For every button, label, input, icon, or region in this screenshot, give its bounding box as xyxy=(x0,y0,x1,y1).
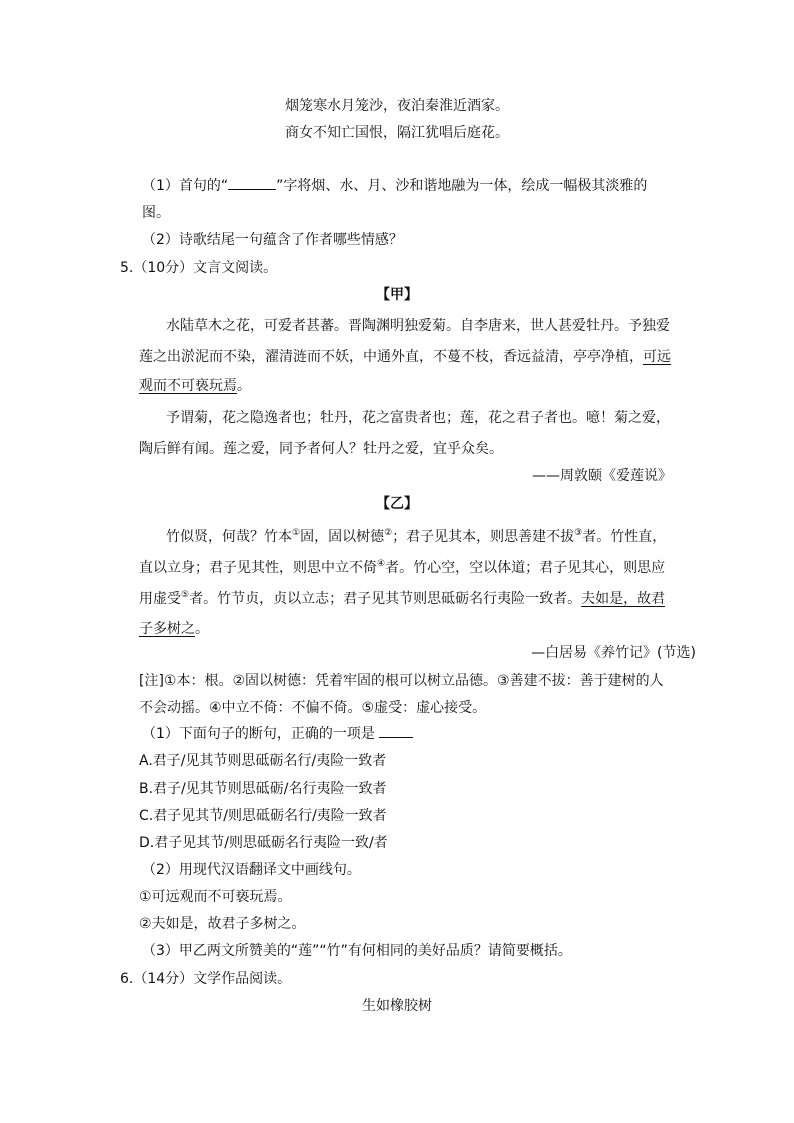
note-marker-4: ④ xyxy=(377,559,386,569)
yi-line-2 xyxy=(139,558,665,578)
period: 。 xyxy=(195,621,209,637)
annotation-line-2: 不会动摇。④中立不倚：不偏不倚。⑤虚受：虚心接受。 xyxy=(139,700,487,716)
q4-sub1-line-1 xyxy=(142,176,647,196)
yi-title: 【乙】 xyxy=(376,496,418,512)
yi-l1-b: 固，固以树德 xyxy=(300,529,385,545)
yi-line-3 xyxy=(139,589,665,609)
q4-sub1-prefix: （1）首句的“ xyxy=(142,178,229,194)
q5-sub2: （2）用现代汉语翻译文中画线句。 xyxy=(142,862,361,878)
poem-line-1: 烟笼寒水月笼沙，夜泊秦淮近酒家。 xyxy=(285,98,509,114)
option-c: C.君子见其节/则思砥砺名行/夷险一致者 xyxy=(139,808,387,824)
translate-item-1: ①可远观而不可亵玩焉。 xyxy=(139,889,292,905)
yi-l3-a: 用虚受 xyxy=(139,591,181,607)
q4-sub1-suffix: ”字将烟、水、月、沙和谐地融为一体，绘成一幅极其淡雅的 xyxy=(276,178,648,194)
jia-title: 【甲】 xyxy=(376,287,418,303)
q5-sub3: （3）甲乙两文所赞美的“莲”“竹”有何相同的美好品质？请简要概括。 xyxy=(142,943,572,959)
yi-l1-c: ；君子见其本，则思善建不拔 xyxy=(392,529,575,545)
answer-blank xyxy=(379,725,413,738)
poem-line-2: 商女不知亡国恨，隔江犹唱后庭花。 xyxy=(285,125,509,141)
underlined-sentence-part-2: 观而不可亵玩焉 xyxy=(139,378,237,394)
jia-p1-line-2-text: 莲之出淤泥而不染，濯清涟而不妖，中通外直，不蔓不枝，香远益清，亭亭净植， xyxy=(139,349,643,365)
yi-l2-a: 直以立身；君子见其性，则思中立不倚 xyxy=(139,560,377,576)
option-a: A.君子/见其节则思砥砺名行/夷险一致者 xyxy=(139,753,387,769)
q6-header: 6.（14分）文学作品阅读。 xyxy=(120,971,292,987)
yi-l3-b: 者。竹节贞，贞以立志；君子见其节则思砥砺名行夷险一致者。 xyxy=(189,591,582,607)
translate-item-2: ②夫如是，故君子多树之。 xyxy=(139,916,306,932)
answer-blank xyxy=(228,177,276,190)
jia-p1-line-2 xyxy=(139,347,671,367)
yi-line-4 xyxy=(139,619,209,639)
q4-sub1-line-2: 图。 xyxy=(142,205,170,221)
yi-line-1 xyxy=(166,527,666,547)
note-marker-1: ① xyxy=(292,528,301,538)
note-marker-2: ② xyxy=(384,528,393,538)
jia-p1-line-1: 水陆草木之花，可爱者甚蕃。晋陶渊明独爱菊。自李唐来，世人甚爱牡丹。予独爱 xyxy=(166,318,670,334)
option-d: D.君子见其节/则思砥砺名行夷险一致/者 xyxy=(139,835,388,851)
q6-article-title: 生如橡胶树 xyxy=(362,998,432,1014)
jia-source: ——周敦颐《爱莲说》 xyxy=(532,468,672,484)
q5-header: 5.（10分）文言文阅读。 xyxy=(120,260,278,276)
underlined-sentence-2-part-2: 子多树之 xyxy=(139,621,195,637)
underlined-sentence-2-part-1: 夫如是，故君 xyxy=(581,591,666,607)
note-marker-3: ③ xyxy=(574,528,583,538)
option-b: B.君子/见其节则思砥砺/名行夷险一致者 xyxy=(139,781,387,797)
q5-sub1 xyxy=(142,724,413,744)
jia-p1-line-3 xyxy=(139,376,251,396)
jia-p2-line-1: 予谓菊，花之隐逸者也；牡丹，花之富贵者也；莲，花之君子者也。噫！菊之爱， xyxy=(166,410,670,426)
annotation-line-1: [注]①本：根。②固以树德：凭着牢固的根可以树立品德。③善建不拔：善于建树的人 xyxy=(139,673,664,689)
yi-l2-b: 者。竹心空，空以体道；君子见其心，则思应 xyxy=(385,560,666,576)
yi-source: —白居易《养竹记》(节选) xyxy=(531,645,696,661)
note-marker-5: ⑤ xyxy=(181,590,190,600)
period: 。 xyxy=(237,378,251,394)
underlined-sentence-part-1: 可远 xyxy=(643,349,671,365)
yi-l1-d: 者。竹性直， xyxy=(582,529,667,545)
jia-p2-line-2: 陶后鲜有闻。莲之爱，同予者何人？牡丹之爱，宜乎众矣。 xyxy=(139,441,503,457)
q4-sub2: （2）诗歌结尾一句蕴含了作者哪些情感？ xyxy=(142,232,403,248)
yi-l1-a: 竹似贤，何哉？竹本 xyxy=(166,529,292,545)
q5-sub1-text: （1）下面句子的断句，正确的一项是 xyxy=(142,726,375,742)
